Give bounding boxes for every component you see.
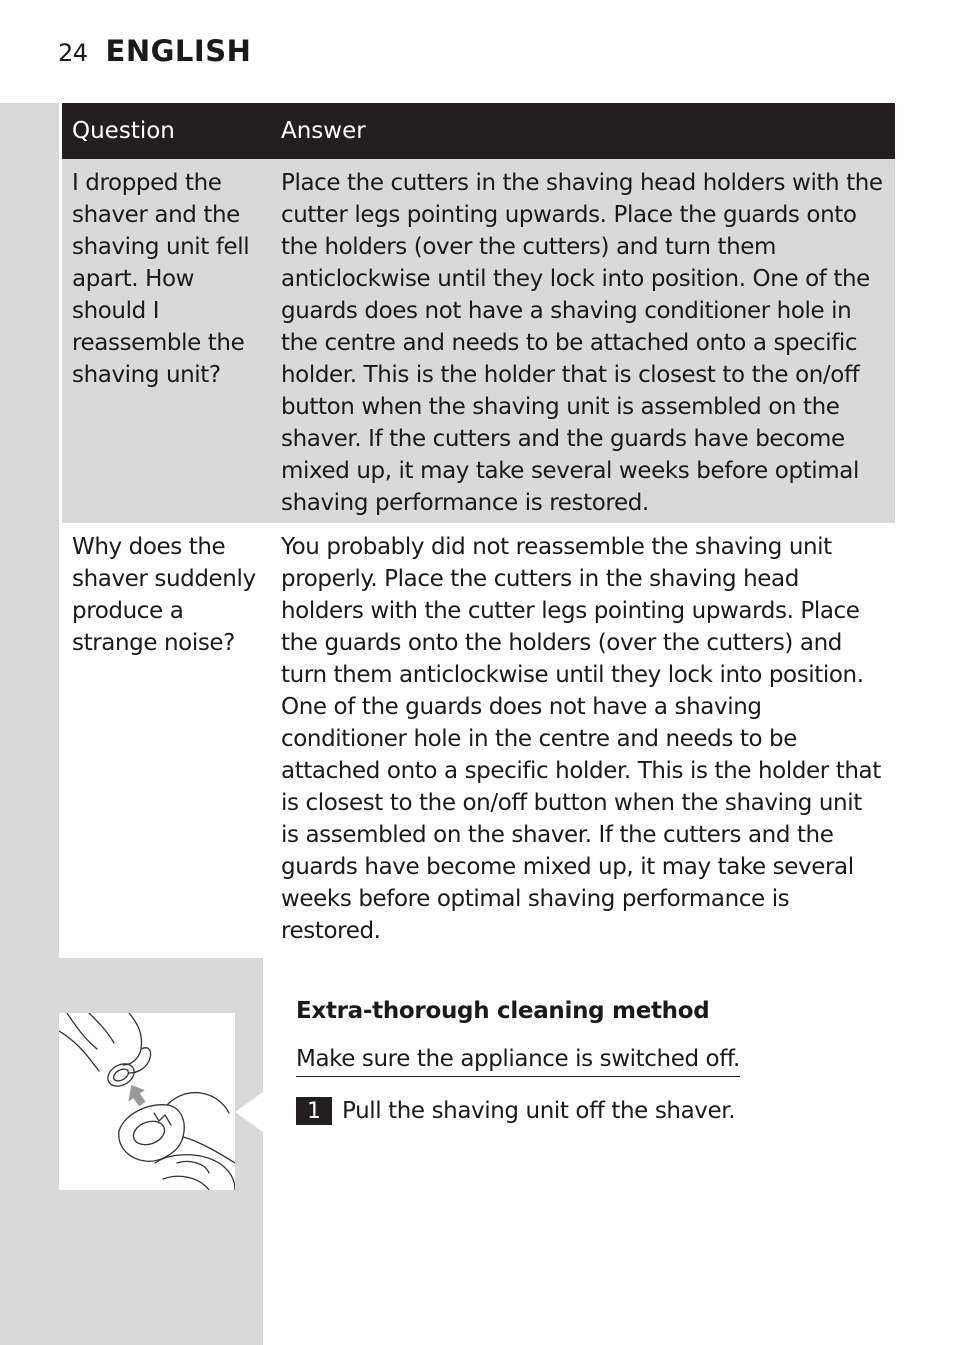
column-header-question: Question [62,103,271,159]
section-title: ENGLISH [105,34,252,68]
answer-cell: Place the cutters in the shaving head holders with the cutter legs pointing upwards. Place the guards onto the holders (over the cutters) and turn them anticlockwise until they lock into position. One of the guards does not have a shaving conditioner hole in the centre and needs to be attached onto a specific holder. This is the holder that is closest to the on/off button when the shaving unit is assembled on the shaver. If the cutters and the guards have become mixed up, it may take several weeks before optimal shaving performance is restored. [271,159,895,523]
shaving-unit-illustration [59,1013,235,1190]
column-header-answer: Answer [271,103,895,159]
cleaning-heading: Extra-thorough cleaning method [296,998,710,1024]
step-text: Pull the shaving unit off the shaver. [342,1098,736,1124]
step-1 [296,1097,735,1125]
step-number-badge: 1 [296,1097,332,1125]
table-header-row [62,103,895,159]
callout-pointer [235,1092,263,1132]
table-row [62,523,895,951]
page-number: 24 [58,39,88,67]
table-row [62,159,895,523]
faq-table [62,103,895,951]
question-cell: I dropped the shaver and the shaving unit fell apart. How should I reassemble the shaving unit? [62,159,271,523]
question-cell: Why does the shaver suddenly produce a strange noise? [62,523,271,951]
shaver-drawing [59,1013,235,1190]
switch-off-instruction: Make sure the appliance is switched off. [296,1046,740,1077]
answer-cell: You probably did not reassemble the shaving unit properly. Place the cutters in the shaving head holders with the cutter legs pointing upwards. Place the guards onto the holders (over the cutters) and turn them anticlockwise until they lock into position. One of the guards does not have a shaving conditioner hole in the centre and needs to be attached onto a specific holder. This is the holder that is closest to the on/off button when the shaving unit is assembled on the shaver. If the cutters and the guards have become mixed up, it may take several weeks before optimal shaving performance is restored. [271,523,895,951]
page-header [58,34,251,74]
